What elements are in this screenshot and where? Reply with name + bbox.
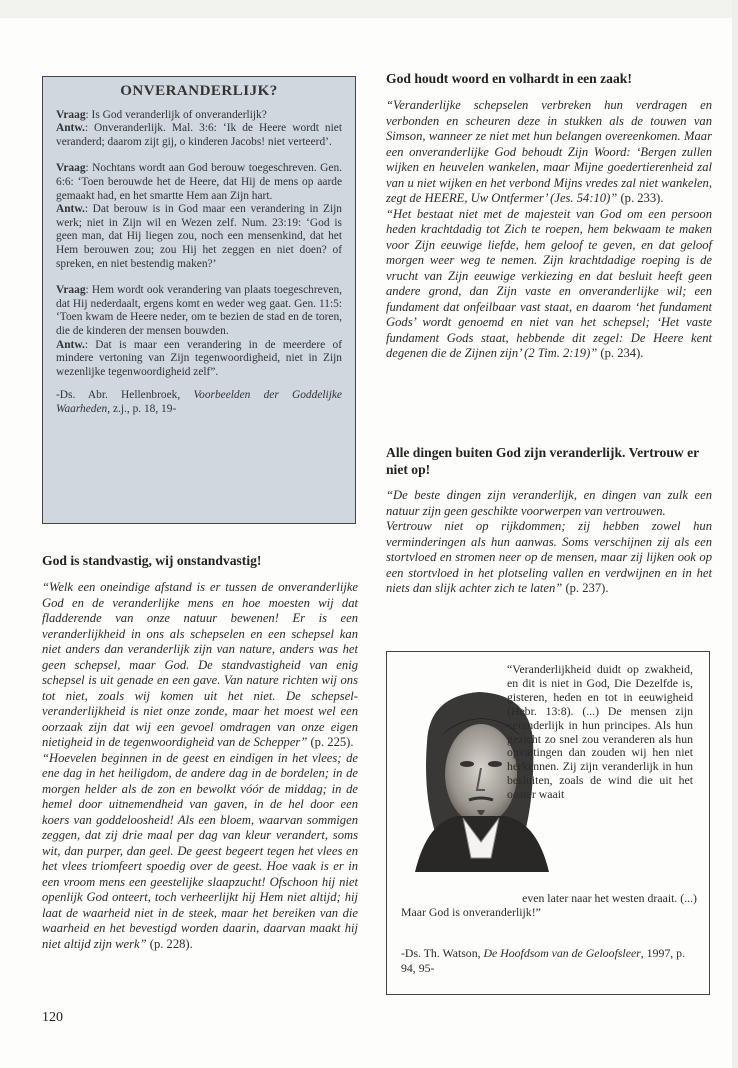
heading-standvastig: God is standvastig, wij onstandvastig!	[42, 553, 262, 568]
right-para-4-ref: (p. 237).	[562, 581, 609, 595]
box-spacer	[56, 271, 342, 284]
watson-citation	[401, 946, 697, 975]
right-para-2-text: “Het bestaat niet met de majesteit van God om een persoon heden krachtdadig tot Zich te roepen, hem bekwaam te maken voor Zijn eeuwige liefde, hem geloof te geven, en dat geloof morgen weer weg te nemen. Zijn krachtdadige roeping is de vrucht van Zijn eeuwige verkiezing en dat besluit heeft geen andere grond, dan Zijn vaste en onveranderlijke wil; een fundament dat onfeilbaar vast staat, en daarom ‘het fundament Gods’ wordt genoemd en niet van het schepsel; ‘Het vaste fundament Gods staat, hebbende dit zegel: De Heere kent degenen die de Zijnen zijn’ (2 Tim. 2:19)”	[386, 206, 712, 360]
box-a2	[56, 203, 342, 271]
box-a1	[56, 122, 342, 149]
left-para-2	[42, 751, 358, 953]
box-q2-label: Vraag	[56, 162, 86, 175]
box-cite-author: -Ds. Abr. Hellenbroek,	[56, 389, 194, 402]
heading-veranderlijk: Alle dingen buiten God zijn veranderlijk. Vertrouw er niet op!	[386, 445, 699, 477]
watson-quote-end-2: Maar God is onveranderlijk!”	[401, 904, 541, 919]
box-a2-label: Antw.	[56, 203, 85, 216]
right-para-2	[386, 207, 712, 362]
heading-woord: God houdt woord en volhardt in een zaak!	[386, 71, 632, 86]
box-a3-text: : Dat is maar een verandering in de meerdere of mindere vertoning van Zijn tegenwoordigheid, niet in Zijn wezenlijke tegenwoordigheid zelf”.	[56, 338, 342, 378]
right-column-text-2	[386, 488, 712, 597]
watson-quote-end-1: even later naar het westen draait. (...)	[522, 891, 697, 905]
box-a3	[56, 339, 342, 380]
box-cite-rest: , z.j., p. 18, 19-	[107, 402, 177, 415]
right-para-4-text: Vertrouw niet op rijkdommen; zij hebben zowel hun verminderingen als hun aanwas. Soms verschijnen zij als een stortvloed en stromen neer op de mensen, maar zij lijken ook op een stortvloed in het plotseling vallen en verdwijnen en in het niets dan slijk achter zich te laten”	[386, 519, 712, 595]
page-right-edge	[732, 0, 738, 1068]
watson-quote-end	[401, 892, 697, 920]
left-para-1-ref: (p. 225).	[307, 735, 354, 749]
watson-quote-box	[386, 651, 710, 995]
left-column-text	[42, 580, 358, 952]
box-a3-label: Antw.	[56, 338, 85, 351]
box-a1-label: Antw.	[56, 122, 85, 135]
left-para-2-ref: (p. 228).	[146, 936, 193, 951]
box-q1-label: Vraag	[56, 108, 86, 121]
box-a2-text: : Dat berouw is in God maar een verandering in Zijn werk; niet in Zijn wil en Wezen zelf. Num. 23:19: ‘God is geen man, dat Hij liegen zou, noch een mensenkind, dat het Hem berouwen zou; zou Hij het zeggen en niet doen? of spreken, en niet bestendig maken?’	[56, 203, 342, 270]
right-para-1-ref: (p. 233).	[617, 191, 664, 205]
box-q3	[56, 284, 342, 338]
page-top-edge	[0, 0, 738, 18]
box-q2-text: : Nochtans wordt aan God berouw toegeschreven. Gen. 6:6: ‘Toen berouwde het de Heere, dat Hij de mens op aarde gemaakt had, en het smartte Hem aan Zijn hart.	[56, 162, 342, 202]
right-column-text-1	[386, 98, 712, 362]
page-number: 120	[42, 1010, 63, 1025]
box-q1-text: : Is God veranderlijk of onveranderlijk?	[85, 108, 267, 121]
box-citation	[56, 389, 342, 416]
box-q3-label: Vraag	[56, 284, 86, 297]
watson-cite-title: De Hoofdsom van de Geloofsleer	[483, 946, 641, 960]
right-para-2-ref: (p. 234).	[597, 346, 644, 360]
onveranderlijk-box	[42, 76, 356, 524]
right-para-1-text: “Veranderlijke schepselen verbreken hun verdragen en verbonden en scheuren deze in stukken als de touwen van Simson, wanneer ze niet met hun belangen overeenkomen. Maar een onveranderlijke God behoudt Zijn Woord: ‘Bergen zullen wijken en heuvelen wankelen, maar Mijne goedertierenheid zal van u niet wijken en het verbond Mijns vredes zal niet wankelen, zegt de HEERE, Uw Ontfermer’ (Jes. 54:10)”	[386, 98, 712, 205]
right-para-1	[386, 98, 712, 207]
watson-quote: “Veranderlijkheid duidt op zwakheid, en dit is niet in God, Die Dezelfde is, gisteren, heden en tot in eeuwigheid (Hebr. 13:8). (...) De mensen zijn veranderlijk in hun principes. Als hun gezicht zo snel zou veranderen als hun opvattingen dan zouden wij hen niet herkennen. Zij zijn veranderlijk in hun besluiten, zoals de wind die uit het ooster waait	[507, 662, 693, 802]
box-q2	[56, 162, 342, 203]
box-title: ONVERANDERLIJK?	[120, 83, 278, 99]
right-para-4	[386, 519, 712, 597]
left-para-2-text: “Hoevelen beginnen in de geest en eindigen in het vlees; de ene dag in het heiligdom, de andere dag in de bordelen; in de morgen helder als de zon en bewolkt vóór de middag; in de hemel door uitnemendheid van gaven, in de hel door een koers van goddeloosheid! Als een bloem, waarvan sommigen zeggen, dat zij drie maal per dag van kleur verandert, soms wit, dan purper, dan geel. De geest begeert tegen het vlees en het vlees triomfeert spoedig over de geest. Hoe vaak is er in een vroom mens een geestelijke slaapzucht! Ofschoon hij niet openlijk God onteert, toch verheerlijkt hij Hem niet altijd; hij laat de waarheid niet in de steek, maar het bereiken van die waarheid en het bevestigd worden daarin, daarvan maakt hij niet altijd zijn werk”	[42, 750, 358, 951]
box-cite-title: Voorbeelden der Goddelijke Waarheden	[56, 389, 342, 415]
left-para-1	[42, 580, 358, 751]
box-spacer	[56, 149, 342, 162]
watson-cite-author: -Ds. Th. Watson,	[401, 946, 484, 960]
box-q3-text: : Hem wordt ook verandering van plaats toegeschreven, dat Hij nederdaalt, ergens komt en weder weg gaat. Gen. 11:5: ‘Toen kwam de Heere neder, om te bezien de stad en de toren, die de kinderen der mensen bouwden.	[56, 284, 342, 337]
watson-cite-rest: , 1997, p. 94, 95-	[401, 946, 686, 975]
left-para-1-text: “Welk een oneindige afstand is er tussen de onveranderlijke God en de veranderlijke mens en hoe moesten wij dat fladderende van onze natuur bewenen! Er is een veranderlijkheid in ons als schepselen en een schepsel kan niet anders dan veranderlijk zijn van nature, anders was het geen schepsel, maar God. De standvastigheid van enig schepsel is uit genade en een gave. Van nature richten wij ons tot niet, zoals wij komen uit het niet. De schepsel-veranderlijkheid is niet onze zonde, maar het moest wel een oorzaak zijn dat wij een gevoel omdragen van onze eigen nietigheid in de tegenwoordigheid van de Schepper”	[42, 580, 358, 749]
box-a1-text: : Onveranderlijk. Mal. 3:6: ‘Ik de Heere wordt niet veranderd; daarom zijt gij, o kinderen Jacobs! niet verteerd’.	[56, 122, 342, 148]
right-para-3: “De beste dingen zijn veranderlijk, en dingen van zulk een natuur zijn geen geschikte voorwerpen van vertrouwen.	[386, 488, 712, 518]
box-q1	[56, 109, 342, 123]
